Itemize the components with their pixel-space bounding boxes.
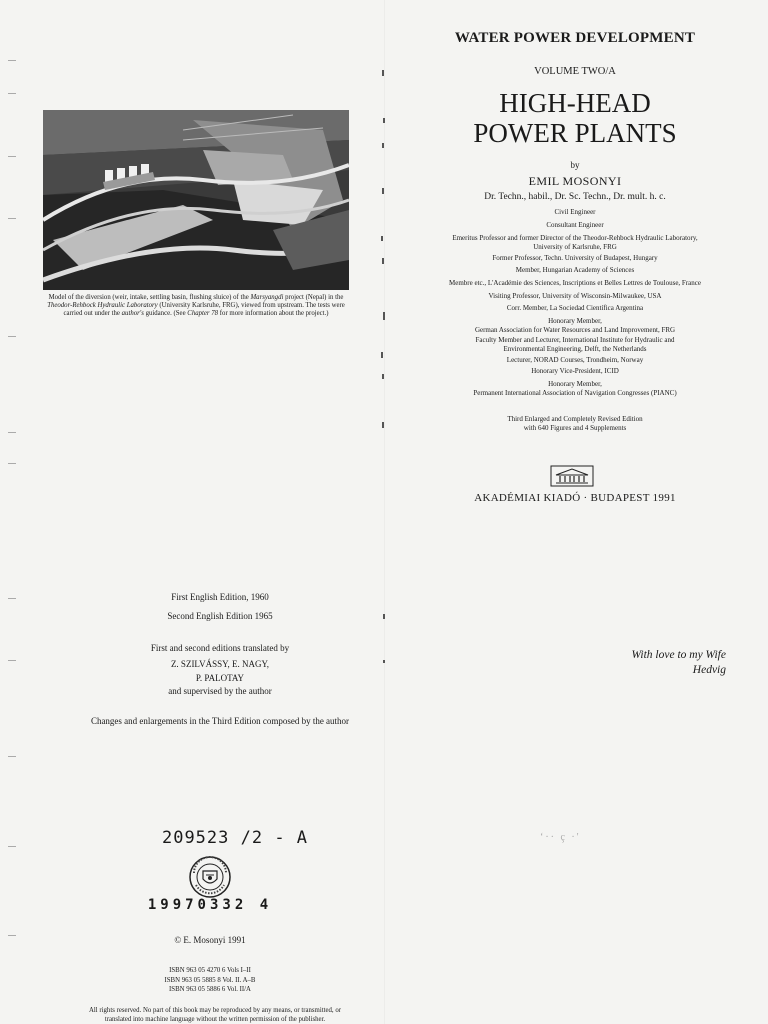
- author-degrees: Dr. Techn., habil., Dr. Sc. Techn., Dr. mult. h. c.: [484, 192, 666, 202]
- gutter-mark: [382, 258, 384, 264]
- edge-mark: [8, 93, 16, 94]
- isbn-line: ISBN 963 05 5885 8 Vol. II. A–B: [164, 976, 256, 984]
- credential: Corr. Member, La Sociedad Científica Argentina: [506, 304, 644, 312]
- rights-notice: [40, 1007, 390, 1024]
- gutter-mark: [383, 660, 385, 663]
- edge-mark: [8, 60, 16, 61]
- volume-label: VOLUME TWO/A: [534, 66, 616, 77]
- faint-pencil-mark: ‘·· ç ·': [540, 832, 581, 843]
- hydraulic-model-image: [43, 110, 349, 290]
- edge-mark: [8, 218, 16, 219]
- caption-fragment: project (Nepal) in the: [283, 294, 344, 301]
- credential: Membre etc., L'Académie des Sciences, Inscriptions et Belles Lettres de Toulouse, France: [449, 279, 701, 287]
- credential: Honorary Member, German Association for Water Resources and Land Improvement, FRG: [474, 317, 676, 334]
- credential: Honorary Vice-President, ICID: [531, 367, 619, 375]
- caption-fragment: Theodor-Rehbock Hydraulic Laboratory: [47, 302, 158, 309]
- edition-note-line1: Third Enlarged and Completely Revised Edition: [507, 415, 643, 423]
- isbn-line: ISBN 963 05 4270 6 Vols I–II: [169, 967, 251, 974]
- translated-by: First and second editions translated by: [150, 643, 290, 653]
- credential: Faculty Member and Lecturer, International Institute for Hydraulic and Environmental Engineering, Delft, the Netherlands: [475, 336, 675, 353]
- inventory-number: 19970332 4: [147, 897, 273, 913]
- caption-fragment: guidance. (See: [143, 310, 188, 317]
- author-name: EMIL MOSONYI: [528, 174, 622, 188]
- gutter-mark: [383, 312, 385, 320]
- gutter-mark: [382, 374, 384, 379]
- gutter-mark: [382, 188, 384, 194]
- changes-note: Changes and enlargements in the Third Edition composed by the author: [90, 716, 350, 726]
- caption-fragment: author's: [121, 310, 144, 317]
- gutter-mark: [381, 236, 383, 241]
- edge-mark: [8, 432, 16, 433]
- credential: Emeritus Professor and former Director of the Theodor-Rehbock Hydraulic Laboratory, University of Karlsruhe, FRG: [452, 234, 698, 251]
- supervised-note: and supervised by the author: [168, 686, 272, 696]
- translators-line2: P. PALOTAY: [195, 673, 245, 683]
- edge-mark: [8, 336, 16, 337]
- rights-line1: All rights reserved. No part of this book may be reproduced by any means, or transmitted, or: [89, 1007, 341, 1014]
- edge-mark: [8, 598, 16, 599]
- library-stamp-icon: [188, 855, 232, 899]
- caption-fragment: Marsyangdi: [250, 294, 284, 301]
- handwritten-number: 209523 /2 - A: [161, 828, 309, 848]
- edge-mark: [8, 156, 16, 157]
- credential: Civil Engineer: [554, 208, 596, 216]
- gutter-mark: [382, 70, 384, 76]
- caption-fragment: Model of the diversion (weir, intake, settling basin, flushing sluice) of the: [48, 294, 251, 301]
- credential: Member, Hungarian Academy of Sciences: [515, 266, 635, 274]
- edge-mark: [8, 660, 16, 661]
- first-edition: First English Edition, 1960: [171, 592, 269, 602]
- series-title: WATER POWER DEVELOPMENT: [454, 30, 696, 46]
- gutter-mark: [383, 118, 385, 123]
- frontispiece-photo: [43, 110, 349, 290]
- dedication-line2: Hedvig: [692, 664, 726, 676]
- page-gutter: [384, 0, 385, 1024]
- gutter-mark: [382, 143, 384, 148]
- caption-fragment: for more information about the project.): [218, 310, 329, 317]
- book-title-line1: HIGH-HEAD: [499, 88, 651, 118]
- credential: Lecturer, NORAD Courses, Trondheim, Norway: [506, 356, 644, 364]
- copyright-line: © E. Mosonyi 1991: [174, 935, 246, 945]
- by-label: by: [570, 160, 580, 170]
- gutter-mark: [382, 422, 384, 428]
- gutter-mark: [383, 614, 385, 619]
- caption-fragment: Chapter 78: [187, 310, 219, 317]
- credential: Honorary Member, Permanent International Association of Navigation Congresses (PIANC): [473, 380, 677, 397]
- publisher-line: AKADÉMIAI KIADÓ · BUDAPEST 1991: [474, 492, 676, 504]
- second-edition: Second English Edition 1965: [167, 611, 273, 621]
- isbn-line: ISBN 963 05 5886 6 Vol. II/A: [169, 986, 251, 993]
- credential: Former Professor, Techn. University of Budapest, Hungary: [492, 254, 658, 262]
- edition-note-line2: with 640 Figures and 4 Supplements: [523, 423, 627, 432]
- caption-fragment: (University Karlsruhe, FRG), viewed from upstream. The tests were carried out under the: [63, 302, 345, 317]
- credential: Visiting Professor, University of Wisconsin-Milwaukee, USA: [488, 292, 662, 300]
- gutter-mark: [381, 352, 383, 358]
- rights-line2: translated into machine language without the written permission of the publisher.: [104, 1015, 326, 1023]
- photo-caption: [42, 294, 350, 318]
- edge-mark: [8, 846, 16, 847]
- dedication-line1: With love to my Wife: [631, 649, 726, 661]
- publisher-logo-icon: [550, 465, 594, 487]
- edge-mark: [8, 756, 16, 757]
- isbn-block: [100, 966, 320, 995]
- edge-mark: [8, 463, 16, 464]
- edge-mark: [8, 935, 16, 936]
- translators-line1: Z. SZILVÁSSY, E. NAGY,: [170, 659, 270, 669]
- book-title-line2: POWER PLANTS: [473, 118, 677, 148]
- edition-note: [400, 415, 750, 432]
- credential: Consultant Engineer: [546, 221, 604, 229]
